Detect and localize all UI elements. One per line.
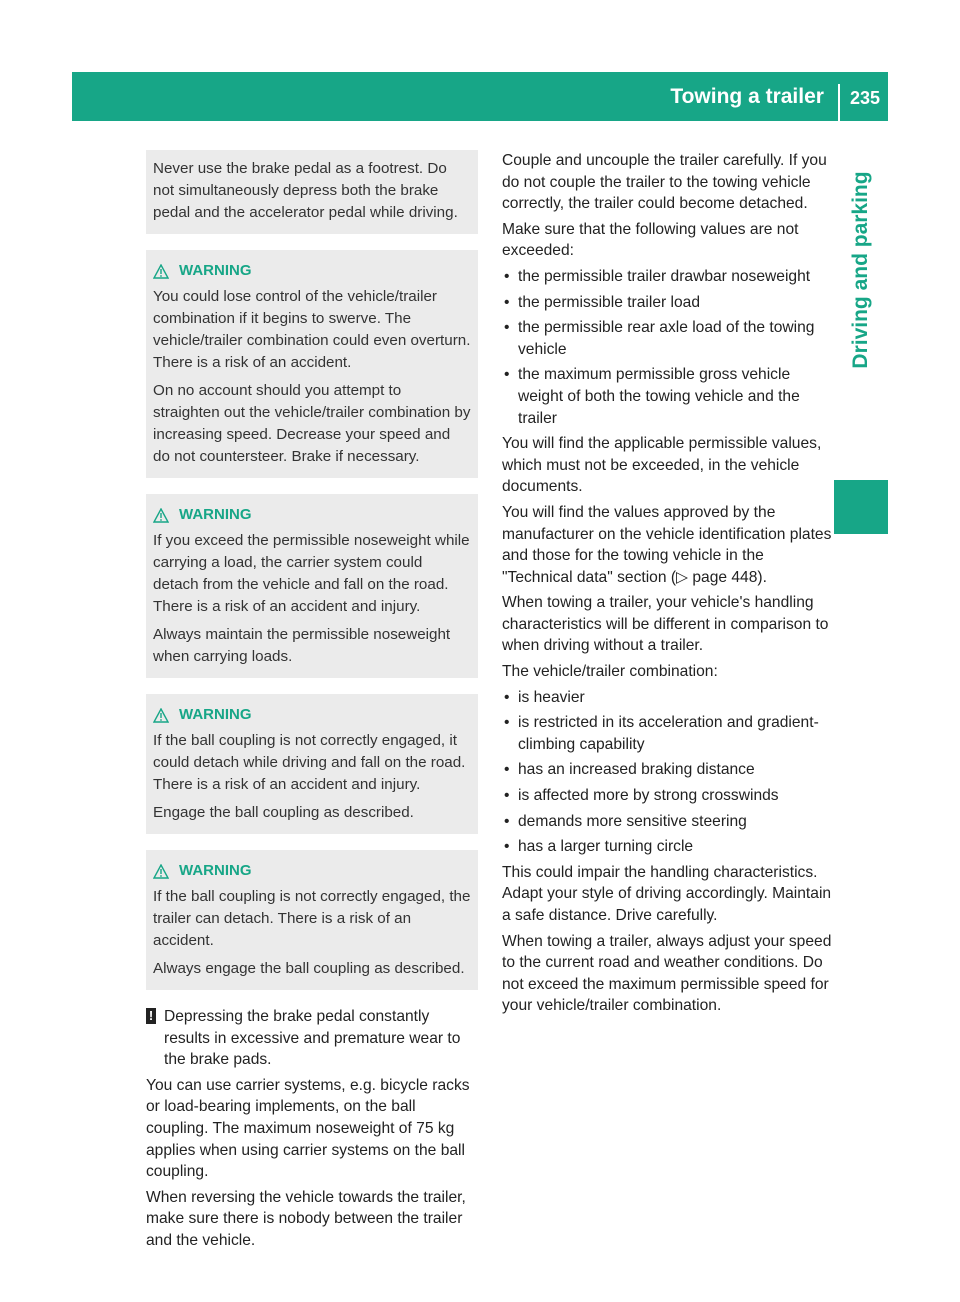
list-item: • demands more sensitive steering <box>502 811 834 833</box>
warning-text: Always engage the ball coupling as described. <box>153 960 465 977</box>
chapter-tab <box>834 140 888 400</box>
chapter-marker <box>834 480 888 534</box>
warning-text: Always maintain the permissible noseweight when carrying loads. <box>153 626 451 665</box>
page-number: 235 <box>849 88 880 108</box>
list-item: • the maximum permissible gross vehicle weight of both the towing vehicle and the trailer <box>502 364 834 429</box>
list-item: • has an increased braking distance <box>502 759 834 781</box>
notice <box>146 1006 478 1071</box>
section-title: Towing a trailer <box>670 85 824 108</box>
combination-list <box>502 687 834 858</box>
intro-box <box>146 150 478 234</box>
body-paragraph: This could impair the handling characteristics. Adapt your style of driving accordingly. Maintain a safe distance. Drive carefully. <box>502 863 832 924</box>
warning-text: If the ball coupling is not correctly engaged, the trailer can detach. There is a risk of an accident. <box>153 888 471 949</box>
warning-text: If the ball coupling is not correctly engaged, it could detach while driving and fall on the road. There is a risk of an accident and injury. <box>153 732 466 793</box>
warning-box <box>146 694 478 834</box>
warning-triangle-icon <box>153 508 169 523</box>
list-item: • the permissible rear axle load of the towing vehicle <box>502 317 834 360</box>
body-paragraph: You will find the applicable permissible values, which must not be exceeded, in the vehicle documents. <box>502 435 822 496</box>
body-paragraph: When towing a trailer, your vehicle's handling characteristics will be different in comparison to when driving without a trailer. <box>502 594 829 655</box>
warning-triangle-icon <box>153 864 169 879</box>
warning-triangle-icon <box>153 708 169 723</box>
warning-triangle-icon <box>153 264 169 279</box>
page-header <box>72 72 888 121</box>
body-paragraph: Make sure that the following values are not exceeded: <box>502 220 799 260</box>
warning-text: Engage the ball coupling as described. <box>153 804 414 821</box>
warning-heading <box>153 704 471 726</box>
list-item: • is affected more by strong crosswinds <box>502 785 834 807</box>
warning-text: If you exceed the permissible noseweight while carrying a load, the carrier system could detach from the vehicle and fall on the road. There is a risk of an accident and injury. <box>153 532 470 615</box>
right-column <box>502 150 834 1021</box>
warning-text: You could lose control of the vehicle/trailer combination if it begins to swerve. The vehicle/trailer combination could even overturn. There is a risk of an accident. <box>153 288 471 371</box>
list-item: • has a larger turning circle <box>502 836 834 858</box>
body-paragraph: You can use carrier systems, e.g. bicycle racks or load-bearing implements, on the ball coupling. The maximum noseweight of 75 kg applies when using carrier systems on the ball coupling. <box>146 1076 470 1181</box>
warning-label: WARNING <box>179 262 252 279</box>
warning-box <box>146 250 478 478</box>
warning-label: WARNING <box>179 706 252 723</box>
intro-text: Never use the brake pedal as a footrest. Do not simultaneously depress both the brake pedal and the accelerator pedal while driving. <box>153 160 458 221</box>
body-paragraph: When towing a trailer, always adjust your speed to the current road and weather conditions. Do not exceed the maximum permissible speed for your vehicle/trailer combination. <box>502 932 832 1015</box>
list-item: • is restricted in its acceleration and gradient-climbing capability <box>502 712 834 755</box>
list-item: • the permissible trailer drawbar noseweight <box>502 266 834 288</box>
warning-heading <box>153 260 471 282</box>
warning-label: WARNING <box>179 506 252 523</box>
notice-text: Depressing the brake pedal constantly results in excessive and premature wear to the brake pads. <box>164 1008 461 1069</box>
warning-text: On no account should you attempt to straighten out the vehicle/trailer combination by increasing speed. Decrease your speed and do not countersteer. Brake if necessary. <box>153 382 471 465</box>
chapter-tab-label: Driving and parking <box>849 171 872 369</box>
limits-list <box>502 266 834 429</box>
warning-box <box>146 850 478 990</box>
exclamation-icon: ! <box>146 1008 156 1024</box>
list-item: • the permissible trailer load <box>502 292 834 314</box>
body-paragraph: Couple and uncouple the trailer carefully. If you do not couple the trailer to the towing vehicle correctly, the trailer could become detached. <box>502 152 827 213</box>
left-column <box>146 150 478 1256</box>
warning-heading <box>153 860 471 882</box>
warning-box <box>146 494 478 678</box>
body-paragraph: The vehicle/trailer combination: <box>502 663 718 681</box>
warning-label: WARNING <box>179 862 252 879</box>
warning-heading <box>153 504 471 526</box>
body-paragraph-page-reference[interactable]: You will find the values approved by the manufacturer on the vehicle identification plates and those for the towing vehicle in the "Technical data" section (▷ page 448). <box>502 503 832 586</box>
body-paragraph: When reversing the vehicle towards the trailer, make sure there is nobody between the trailer and the vehicle. <box>146 1188 466 1249</box>
list-item: • is heavier <box>502 687 834 709</box>
